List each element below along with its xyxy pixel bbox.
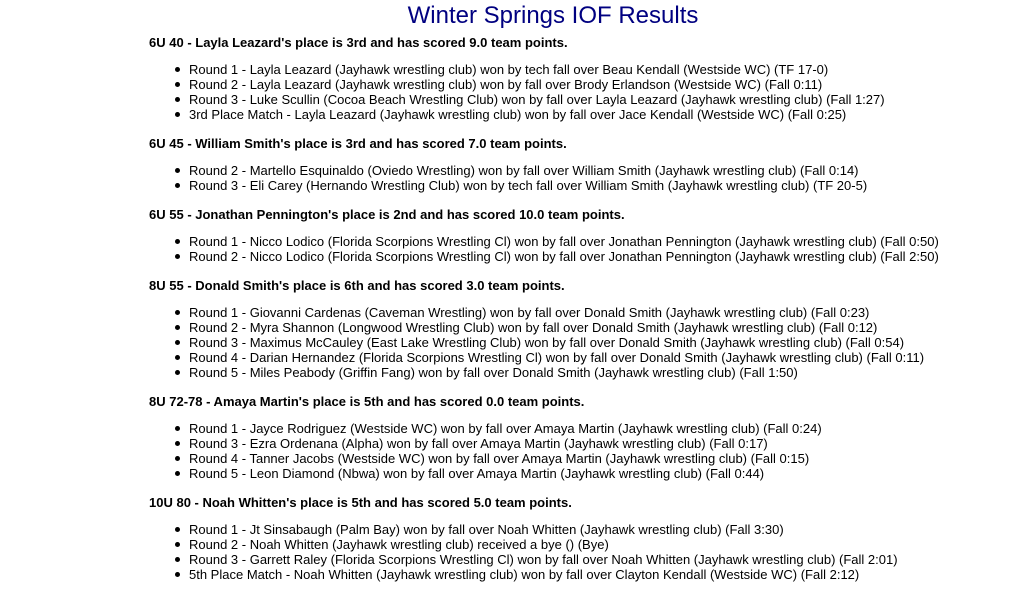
list-item	[171, 537, 1009, 552]
bullet-icon	[175, 112, 180, 117]
match-result-text: Round 2 - Noah Whitten (Jayhawk wrestling club) received a bye () (Bye)	[189, 537, 609, 552]
bullet-icon	[175, 572, 180, 577]
list-item	[171, 92, 1009, 107]
bullet-icon	[175, 254, 180, 259]
list-item	[171, 436, 1009, 451]
section-heading	[149, 207, 1009, 222]
list-item	[171, 466, 1009, 481]
placement-summary: - Donald Smith's place is 6th and has scored 3.0 team points.	[183, 278, 565, 293]
bullet-icon	[175, 527, 180, 532]
match-list	[149, 305, 1009, 380]
list-item	[171, 320, 1009, 335]
list-item	[171, 77, 1009, 92]
match-result-text: Round 1 - Giovanni Cardenas (Caveman Wrestling) won by fall over Donald Smith (Jayhawk wrestling club) (Fall 0:23)	[189, 305, 870, 320]
list-item	[171, 421, 1009, 436]
result-section	[149, 136, 1009, 193]
placement-summary: - Noah Whitten's place is 5th and has scored 5.0 team points.	[190, 495, 572, 510]
division-label: 8U 72-78	[149, 394, 203, 409]
list-item	[171, 350, 1009, 365]
list-item	[171, 552, 1009, 567]
bullet-icon	[175, 557, 180, 562]
placement-summary: - Amaya Martin's place is 5th and has scored 0.0 team points.	[202, 394, 585, 409]
bullet-icon	[175, 370, 180, 375]
match-result-text: Round 1 - Nicco Lodico (Florida Scorpions Wrestling Cl) won by fall over Jonathan Pennington (Jayhawk wrestling club) (Fall 0:50)	[189, 234, 939, 249]
bullet-icon	[175, 310, 180, 315]
list-item	[171, 163, 1009, 178]
list-item	[171, 249, 1009, 264]
list-item	[171, 451, 1009, 466]
match-result-text: Round 2 - Martello Esquinaldo (Oviedo Wrestling) won by fall over William Smith (Jayhawk wrestling club) (Fall 0:14)	[189, 163, 859, 178]
section-heading	[149, 495, 1009, 510]
division-label: 10U 80	[149, 495, 191, 510]
bullet-icon	[175, 426, 180, 431]
list-item	[171, 335, 1009, 350]
division-label: 6U 40	[149, 35, 184, 50]
match-result-text: Round 2 - Nicco Lodico (Florida Scorpions Wrestling Cl) won by fall over Jonathan Pennington (Jayhawk wrestling club) (Fall 2:50)	[189, 249, 939, 264]
match-result-text: Round 3 - Garrett Raley (Florida Scorpions Wrestling Cl) won by fall over Noah Whitten (Jayhawk wrestling club) (Fall 2:01)	[189, 552, 898, 567]
placement-summary: - Layla Leazard's place is 3rd and has scored 9.0 team points.	[183, 35, 568, 50]
match-result-text: Round 3 - Luke Scullin (Cocoa Beach Wrestling Club) won by fall over Layla Leazard (Jayhawk wrestling club) (Fall 1:27)	[189, 92, 885, 107]
match-result-text: Round 4 - Darian Hernandez (Florida Scorpions Wrestling Cl) won by fall over Donald Smith (Jayhawk wrestling club) (Fall 0:11)	[189, 350, 925, 365]
match-result-text: Round 2 - Layla Leazard (Jayhawk wrestling club) won by fall over Brody Erlandson (Westside WC) (Fall 0:11)	[189, 77, 823, 92]
bullet-icon	[175, 82, 180, 87]
match-result-text: Round 1 - Jt Sinsabaugh (Palm Bay) won by fall over Noah Whitten (Jayhawk wrestling club) (Fall 3:30)	[189, 522, 784, 537]
bullet-icon	[175, 97, 180, 102]
bullet-icon	[175, 456, 180, 461]
bullet-icon	[175, 67, 180, 72]
bullet-icon	[175, 239, 180, 244]
match-result-text: Round 1 - Layla Leazard (Jayhawk wrestling club) won by tech fall over Beau Kendall (Westside WC) (TF 17-0)	[189, 62, 829, 77]
list-item	[171, 234, 1009, 249]
bullet-icon	[175, 441, 180, 446]
list-item	[171, 178, 1009, 193]
match-result-text: Round 3 - Ezra Ordenana (Alpha) won by fall over Amaya Martin (Jayhawk wrestling club) (Fall 0:17)	[189, 436, 768, 451]
match-result-text: Round 1 - Jayce Rodriguez (Westside WC) won by fall over Amaya Martin (Jayhawk wrestling club) (Fall 0:24)	[189, 421, 822, 436]
result-section	[149, 394, 1009, 481]
bullet-icon	[175, 325, 180, 330]
section-heading	[149, 278, 1009, 293]
list-item	[171, 305, 1009, 320]
placement-summary: - Jonathan Pennington's place is 2nd and has scored 10.0 team points.	[183, 207, 625, 222]
bullet-icon	[175, 542, 180, 547]
result-section	[149, 495, 1009, 582]
placement-summary: - William Smith's place is 3rd and has scored 7.0 team points.	[183, 136, 567, 151]
match-result-text: Round 2 - Myra Shannon (Longwood Wrestling Club) won by fall over Donald Smith (Jayhawk wrestling club) (Fall 0:12)	[189, 320, 878, 335]
section-heading	[149, 35, 1009, 50]
match-result-text: Round 5 - Miles Peabody (Griffin Fang) won by fall over Donald Smith (Jayhawk wrestling club) (Fall 1:50)	[189, 365, 798, 380]
result-section	[149, 278, 1009, 380]
list-item	[171, 107, 1009, 122]
list-item	[171, 522, 1009, 537]
bullet-icon	[175, 340, 180, 345]
match-list	[149, 62, 1009, 122]
match-list	[149, 522, 1009, 582]
match-result-text: Round 3 - Eli Carey (Hernando Wrestling Club) won by tech fall over William Smith (Jayhawk wrestling club) (TF 20-5)	[189, 178, 868, 193]
section-heading	[149, 136, 1009, 151]
match-result-text: Round 5 - Leon Diamond (Nbwa) won by fall over Amaya Martin (Jayhawk wrestling club) (Fall 0:44)	[189, 466, 765, 481]
list-item	[171, 62, 1009, 77]
list-item	[171, 567, 1009, 582]
list-item	[171, 365, 1009, 380]
match-result-text: 3rd Place Match - Layla Leazard (Jayhawk wrestling club) won by fall over Jace Kendall (Westside WC) (Fall 0:25)	[189, 107, 847, 122]
division-label: 6U 55	[149, 207, 184, 222]
result-section	[149, 35, 1009, 122]
results-content	[149, 35, 1009, 596]
match-list	[149, 234, 1009, 264]
bullet-icon	[175, 183, 180, 188]
bullet-icon	[175, 471, 180, 476]
bullet-icon	[175, 355, 180, 360]
page-title: Winter Springs IOF Results	[407, 2, 699, 29]
division-label: 6U 45	[149, 136, 184, 151]
bullet-icon	[175, 168, 180, 173]
match-list	[149, 421, 1009, 481]
division-label: 8U 55	[149, 278, 184, 293]
match-result-text: 5th Place Match - Noah Whitten (Jayhawk wrestling club) won by fall over Clayton Kendall (Westside WC) (Fall 2:12)	[189, 567, 860, 582]
match-result-text: Round 3 - Maximus McCauley (East Lake Wrestling Club) won by fall over Donald Smith (Jayhawk wrestling club) (Fall 0:54)	[189, 335, 905, 350]
result-section	[149, 207, 1009, 264]
match-list	[149, 163, 1009, 193]
match-result-text: Round 4 - Tanner Jacobs (Westside WC) won by fall over Amaya Martin (Jayhawk wrestling club) (Fall 0:15)	[189, 451, 810, 466]
section-heading	[149, 394, 1009, 409]
